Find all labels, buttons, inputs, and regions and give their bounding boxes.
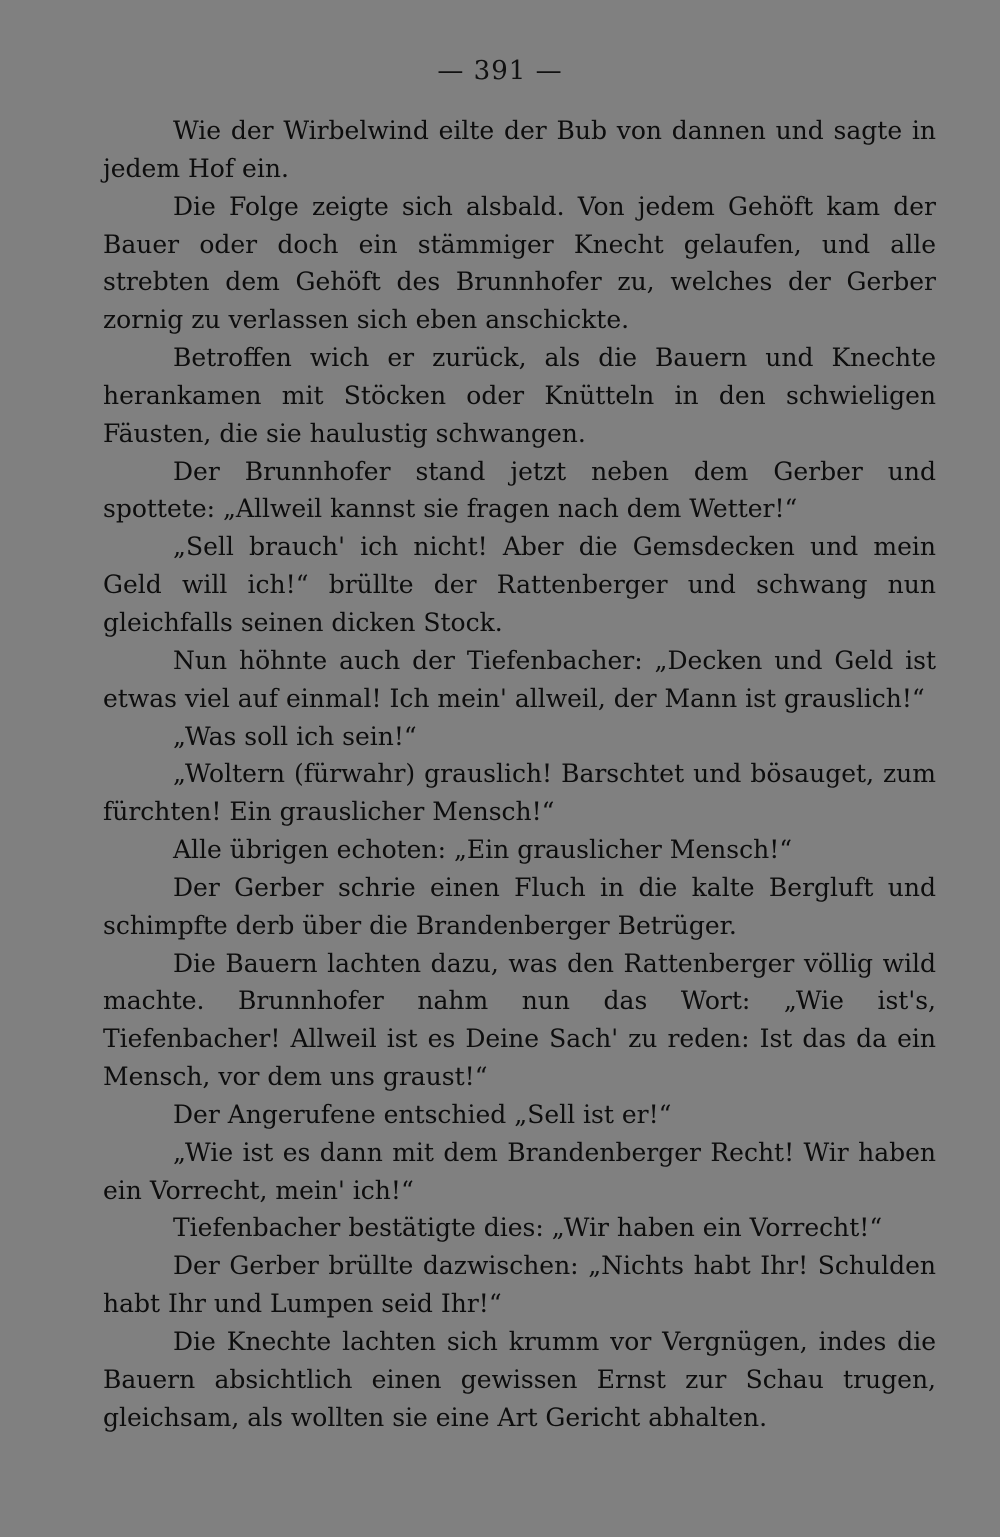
paragraph: Nun höhnte auch der Tiefenbacher: „Decken und Geld ist etwas viel auf einmal! Ich mein' allweil, der Mann ist grauslich!“ xyxy=(103,645,936,713)
paragraph: Betroffen wich er zurück, als die Bauern und Knechte herankamen mit Stöcken oder Knütteln in den schwieligen Fäusten, die sie haulustig schwangen. xyxy=(103,343,936,448)
page-number: — 391 — xyxy=(437,56,563,86)
paragraph: Alle übrigen echoten: „Ein grauslicher Mensch!“ xyxy=(173,835,793,865)
paragraph: Der Gerber brüllte dazwischen: „Nichts habt Ihr! Schulden habt Ihr und Lumpen seid Ihr!“ xyxy=(103,1251,936,1319)
paragraph: Die Knechte lachten sich krumm vor Vergnügen, indes die Bauern absichtlich einen gewissen Ernst zur Schau trugen, gleichsam, als wollten sie eine Art Gericht abhalten. xyxy=(103,1327,936,1432)
paragraph: Die Bauern lachten dazu, was den Rattenberger völlig wild machte. Brunnhofer nahm nun das Wort: „Wie ist's, Tiefenbacher! Allweil ist es Deine Sach' zu reden: Ist das da ein Mensch, vor dem uns graust!“ xyxy=(103,948,936,1092)
paragraph: „Was soll ich sein!“ xyxy=(173,721,417,751)
paragraph: Der Angerufene entschied „Sell ist er!“ xyxy=(173,1099,672,1129)
paragraph: Wie der Wirbelwind eilte der Bub von dannen und sagte in jedem Hof ein. xyxy=(103,116,936,183)
body-text xyxy=(103,112,936,1437)
paragraph: Tiefenbacher bestätigte dies: „Wir haben ein Vorrecht!“ xyxy=(173,1213,883,1243)
paragraph: „Sell brauch' ich nicht! Aber die Gemsdecken und mein Geld will ich!“ brüllte der Rattenberger und schwang nun gleichfalls seinen dicken Stock. xyxy=(103,532,936,637)
paragraph: „Woltern (fürwahr) grauslich! Barschtet und bösauget, zum fürchten! Ein grauslicher Mensch!“ xyxy=(103,759,936,827)
paragraph: Der Brunnhofer stand jetzt neben dem Gerber und spottete: „Allweil kannst sie fragen nach dem Wetter!“ xyxy=(103,456,936,524)
paragraph: Der Gerber schrie einen Fluch in die kalte Bergluft und schimpfte derb über die Brandenberger Betrüger. xyxy=(103,872,936,940)
paragraph: Die Folge zeigte sich alsbald. Von jedem Gehöft kam der Bauer oder doch ein stämmiger Knecht gelaufen, und alle strebten dem Gehöft des Brunnhofer zu, welches der Gerber zornig zu verlassen sich eben anschickte. xyxy=(103,191,936,335)
paragraph: „Wie ist es dann mit dem Brandenberger Recht! Wir haben ein Vorrecht, mein' ich!“ xyxy=(103,1137,936,1205)
